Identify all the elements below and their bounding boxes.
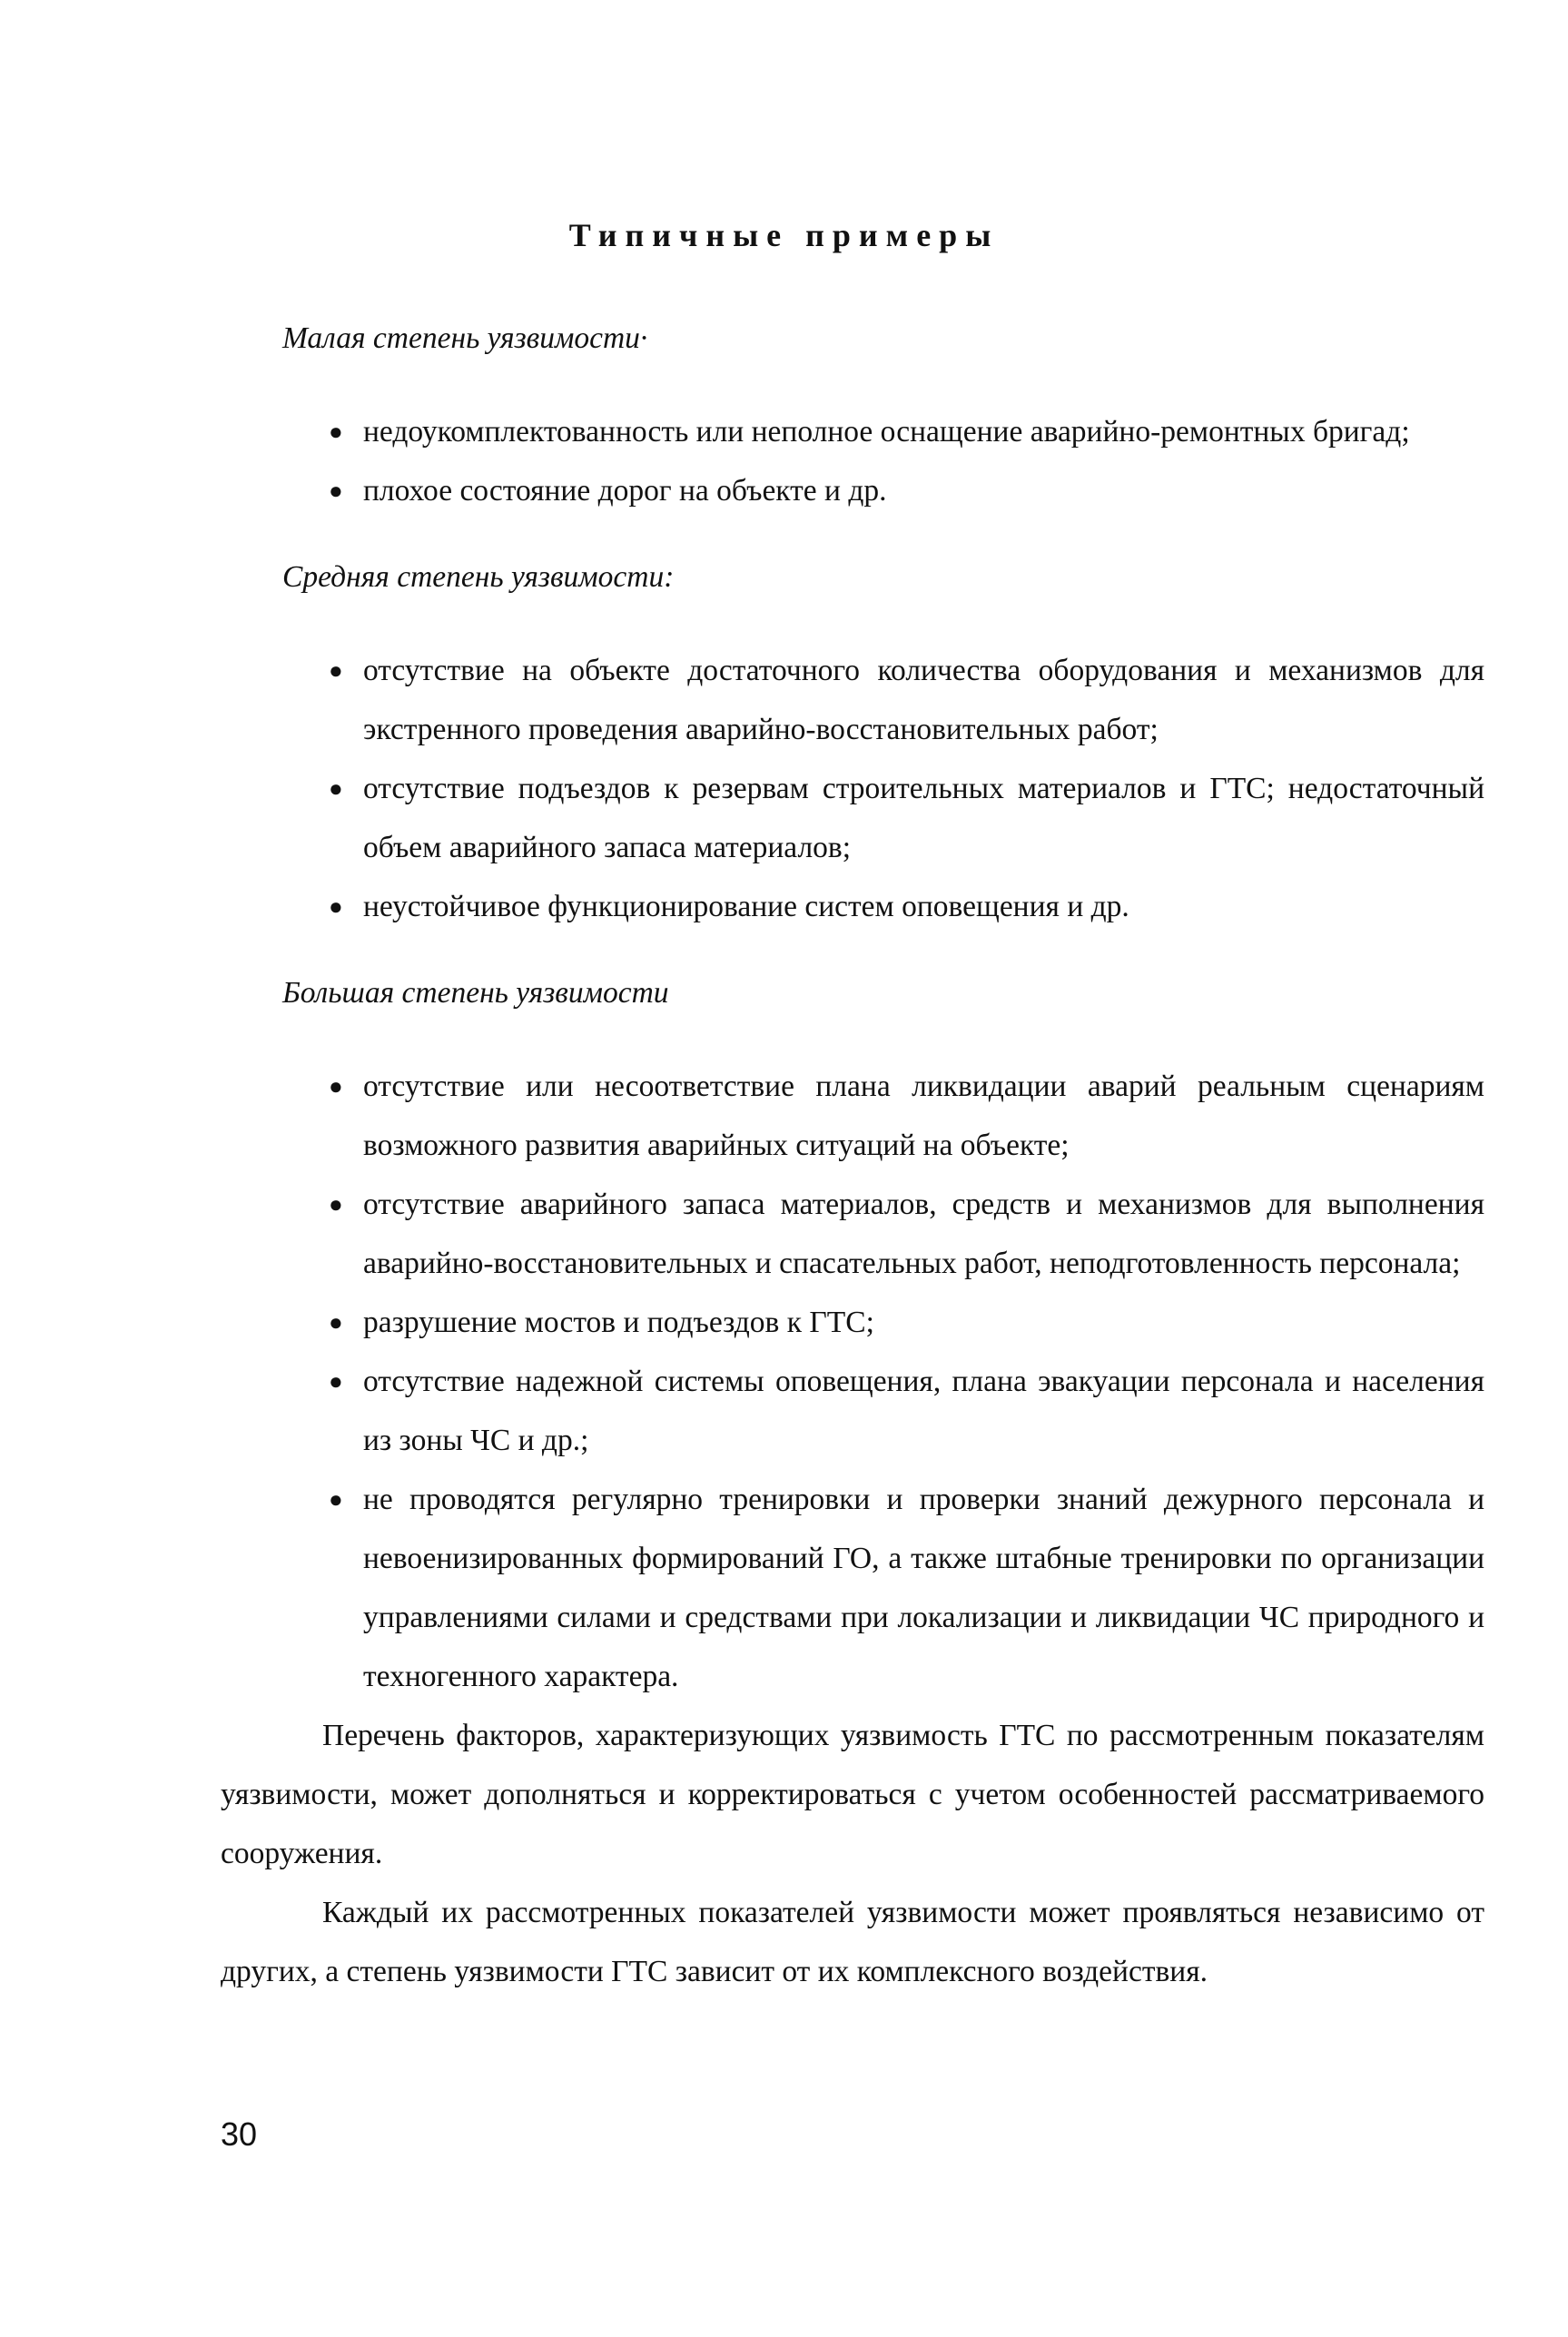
- section-heading-medium: Средняя степень уязвимости:: [282, 560, 675, 594]
- list-item: ● неустойчивое функционирование систем оповещения и др.: [221, 877, 1484, 936]
- body-paragraph: Каждый их рассмотренных показателей уязвимости может проявляться независимо от других, а степень уязвимости ГТС зависит от их комплексного воздействия.: [221, 1896, 1484, 1988]
- bullet-icon: ●: [329, 775, 343, 802]
- section-heading-high: Большая степень уязвимости: [282, 976, 669, 1010]
- list-high: [221, 1057, 1484, 1706]
- page-number: 30: [221, 2115, 258, 2153]
- bullet-icon: ●: [329, 1073, 343, 1099]
- bullet-icon: ●: [329, 1368, 343, 1395]
- list-item: ● отсутствие на объекте достаточного количества оборудования и механизмов для экстренного проведения аварийно-восстановительных работ;: [221, 641, 1484, 759]
- bullet-icon: ●: [329, 893, 343, 920]
- list-item: ● недоукомплектованность или неполное оснащение аварийно-ремонтных бригад;: [221, 402, 1484, 461]
- body-paragraph: Перечень факторов, характеризующих уязвимость ГТС по рассмотренным показателям уязвимости, может дополняться и корректироваться с учетом особенностей рассматриваемого сооружения.: [221, 1719, 1484, 1870]
- list-low: [221, 402, 1484, 520]
- bullet-icon: ●: [329, 1309, 343, 1336]
- bullet-icon: ●: [329, 419, 343, 445]
- bullet-icon: ●: [329, 478, 343, 504]
- list-item: ● плохое состояние дорог на объекте и др.: [221, 461, 1484, 520]
- bullet-icon: ●: [329, 1191, 343, 1218]
- page-title: Типичные примеры: [568, 217, 1000, 253]
- list-item: ● разрушение мостов и подъездов к ГТС;: [221, 1293, 1484, 1352]
- list-item: ● не проводятся регулярно тренировки и проверки знаний дежурного персонала и невоенизированных формирований ГО, а также штабные тренировки по организации управлениями силами и средствами при локализации и ликвидации ЧС природного и техногенного характера.: [221, 1470, 1484, 1706]
- list-item: ● отсутствие надежной системы оповещения, плана эвакуации персонала и населения из зоны ЧС и др.;: [221, 1352, 1484, 1470]
- list-medium: [221, 641, 1484, 936]
- section-heading-low: Малая степень уязвимости·: [282, 321, 648, 355]
- bullet-icon: ●: [329, 1486, 343, 1513]
- list-item: ● отсутствие аварийного запаса материалов, средств и механизмов для выполнения аварийно-восстановительных и спасательных работ, неподготовленность персонала;: [221, 1175, 1484, 1293]
- bullet-icon: ●: [329, 657, 343, 684]
- page-content: [221, 309, 1484, 2001]
- list-item: ● отсутствие подъездов к резервам строительных материалов и ГТС; недостаточный объем аварийного запаса материалов;: [221, 759, 1484, 877]
- list-item: ● отсутствие или несоответствие плана ликвидации аварий реальным сценариям возможного развития аварийных ситуаций на объекте;: [221, 1057, 1484, 1175]
